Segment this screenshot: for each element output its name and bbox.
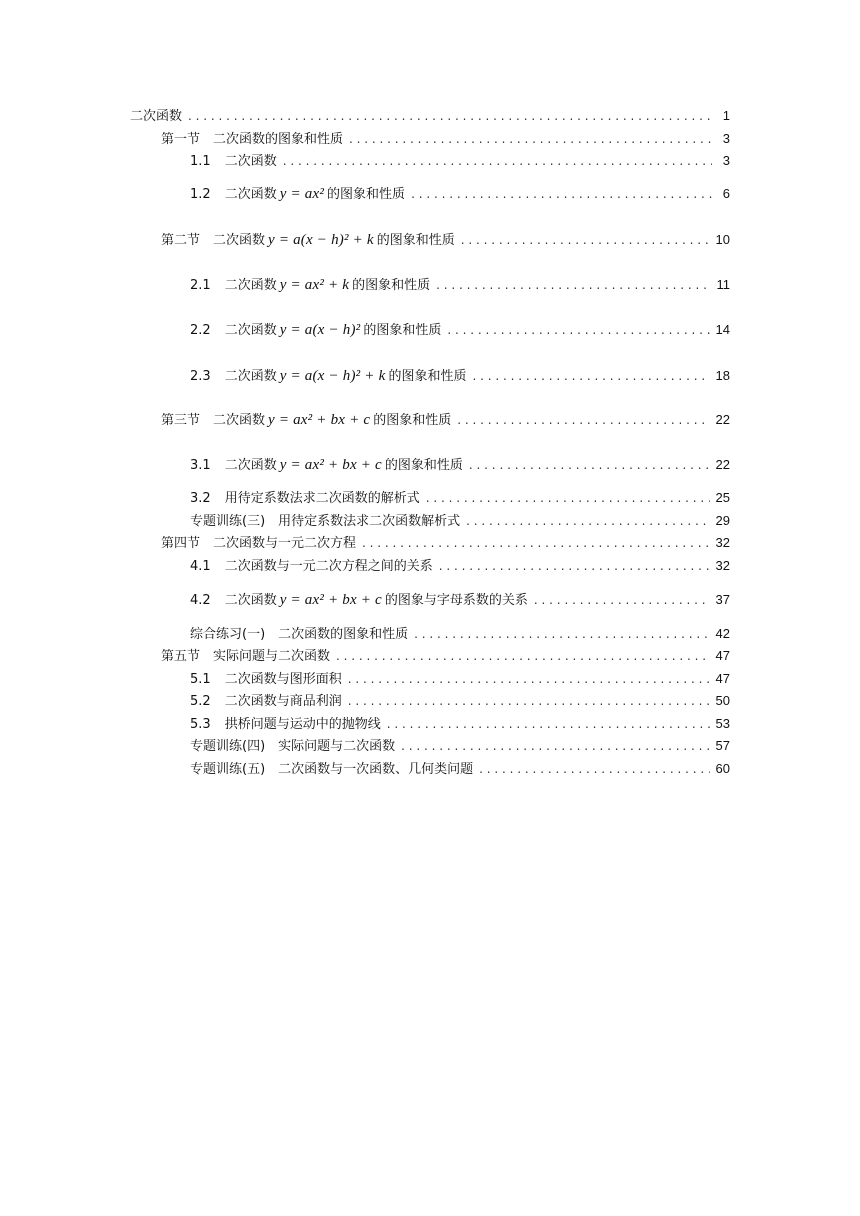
toc-page-number: 3	[722, 131, 730, 146]
toc-entry-label-suffix: 的图象和性质	[352, 278, 431, 293]
toc-entry-label: 综合练习(一) 二次函数的图象和性质	[190, 627, 409, 642]
toc-entry-number: 2.2	[190, 323, 211, 338]
toc-entry-2-1[interactable]	[190, 275, 730, 296]
toc-entry-review-1[interactable]	[190, 624, 730, 645]
toc-page-number: 37	[715, 592, 730, 607]
toc-entry-label: 二次函数与商品利润	[224, 694, 342, 709]
toc-entry-label: 二次函数	[224, 187, 277, 202]
toc-entry-label: 二次函数	[224, 323, 277, 338]
toc-entry-number: 1.2	[190, 187, 211, 202]
toc-entry-5-3[interactable]	[190, 714, 730, 735]
toc-entry-exercise-5[interactable]	[190, 759, 730, 780]
toc-entry-2-2[interactable]	[190, 320, 730, 341]
toc-entry-section-3[interactable]	[161, 410, 730, 431]
toc-entry-label: 二次函数	[224, 278, 277, 293]
toc-entry-4-1[interactable]	[190, 556, 730, 577]
toc-entry-number: 1.1	[190, 154, 211, 169]
formula: y = a(x − h)²	[279, 322, 361, 338]
toc-entry-label: 第二节 二次函数	[161, 233, 266, 248]
toc-entry-section-1[interactable]	[161, 129, 730, 150]
toc-entry-chapter[interactable]	[130, 106, 730, 127]
dot-leader	[387, 714, 710, 734]
dot-leader	[472, 366, 709, 386]
toc-entry-label: 二次函数与一元二次方程之间的关系	[224, 559, 433, 574]
toc-entry-number: 3.2	[190, 491, 211, 506]
dot-leader	[479, 759, 709, 779]
toc-entry-label: 二次函数	[224, 593, 277, 608]
toc-page-number: 18	[715, 368, 730, 383]
toc-entry-number: 2.1	[190, 278, 211, 293]
dot-leader	[426, 488, 710, 508]
dot-leader	[336, 646, 710, 666]
toc-entry-label-suffix: 的图象和性质	[327, 187, 406, 202]
formula: y = a(x − h)² + k	[268, 232, 374, 248]
toc-page-number: 32	[715, 535, 730, 550]
toc-entry-label-suffix: 的图象和性质	[373, 413, 452, 428]
toc-entry-section-4[interactable]	[161, 533, 730, 554]
toc-page-number: 25	[715, 490, 730, 505]
toc-page-number: 47	[715, 671, 730, 686]
toc-entry-section-5[interactable]	[161, 646, 730, 667]
dot-leader	[457, 410, 709, 430]
formula: y = ax² + bx + c	[279, 592, 382, 608]
toc-entry-number: 2.3	[190, 369, 211, 384]
toc-page-number: 11	[716, 277, 730, 292]
dot-leader	[534, 590, 710, 610]
toc-entry-label: 专题训练(四) 实际问题与二次函数	[190, 739, 396, 754]
toc-entry-label: 专题训练(五) 二次函数与一次函数、几何类问题	[190, 762, 474, 777]
toc-entry-number: 5.2	[190, 694, 211, 709]
toc-entry-label-suffix: 的图象与字母系数的关系	[384, 593, 528, 608]
toc-entry-label-suffix: 的图象和性质	[363, 323, 442, 338]
toc-page-number: 1	[722, 108, 730, 123]
toc-entry-label: 第三节 二次函数	[161, 413, 266, 428]
toc-entry-number: 4.2	[190, 593, 211, 608]
toc-entry-label-suffix: 的图象和性质	[376, 233, 455, 248]
toc-page-number: 32	[715, 558, 730, 573]
toc-entry-label: 第五节 实际问题与二次函数	[161, 649, 331, 664]
formula: y = ax² + bx + c	[279, 457, 382, 473]
toc-entry-number: 3.1	[190, 458, 211, 473]
toc-page-number: 22	[715, 412, 730, 427]
toc-entry-exercise-4[interactable]	[190, 736, 730, 757]
dot-leader	[411, 184, 712, 204]
toc-entry-label-suffix: 的图象和性质	[388, 369, 467, 384]
dot-leader	[436, 275, 710, 295]
formula: y = ax² + k	[279, 277, 350, 293]
toc-entry-label: 专题训练(三) 用待定系数法求二次函数解析式	[190, 514, 461, 529]
toc-entry-label-suffix: 的图象和性质	[384, 458, 463, 473]
dot-leader	[283, 151, 712, 171]
dot-leader	[348, 691, 710, 711]
toc-entry-5-1[interactable]	[190, 669, 730, 690]
dot-leader	[348, 669, 710, 689]
toc-entry-label: 二次函数	[130, 109, 183, 124]
formula: y = ax² + bx + c	[268, 412, 371, 428]
toc-page-number: 29	[715, 513, 730, 528]
toc-page-number: 47	[715, 648, 730, 663]
toc-entry-label: 用待定系数法求二次函数的解析式	[224, 491, 420, 506]
toc-entry-section-2[interactable]	[161, 230, 730, 251]
toc-entry-label: 第四节 二次函数与一元二次方程	[161, 536, 357, 551]
toc-entry-1-2[interactable]	[190, 184, 730, 205]
toc-entry-number: 5.1	[190, 672, 211, 687]
dot-leader	[401, 736, 709, 756]
dot-leader	[466, 511, 709, 531]
toc-entry-number: 4.1	[190, 559, 211, 574]
toc-page-number: 22	[715, 457, 730, 472]
toc-entry-exercise-3[interactable]	[190, 511, 730, 532]
toc-entry-1-1[interactable]	[190, 151, 730, 172]
toc-page-number: 14	[715, 322, 730, 337]
toc-entry-label: 第一节 二次函数的图象和性质	[161, 132, 344, 147]
formula: y = ax²	[279, 186, 325, 202]
toc-entry-label: 二次函数与图形面积	[224, 672, 342, 687]
toc-page-number: 53	[715, 716, 730, 731]
toc-entry-label: 拱桥问题与运动中的抛物线	[224, 717, 381, 732]
toc-page-number: 57	[715, 738, 730, 753]
dot-leader	[188, 106, 712, 126]
toc-entry-3-1[interactable]	[190, 455, 730, 476]
toc-entry-number: 5.3	[190, 717, 211, 732]
dot-leader	[439, 556, 710, 576]
toc-page-number: 60	[715, 761, 730, 776]
dot-leader	[362, 533, 710, 553]
dot-leader	[461, 230, 710, 250]
toc-entry-label: 二次函数	[224, 458, 277, 473]
toc-page-number: 3	[722, 153, 730, 168]
toc-page-number: 42	[715, 626, 730, 641]
toc-entry-label: 二次函数	[224, 369, 277, 384]
toc-entry-5-2[interactable]	[190, 691, 730, 712]
toc-entry-4-2[interactable]	[190, 590, 730, 611]
dot-leader	[414, 624, 709, 644]
toc-page-number: 50	[715, 693, 730, 708]
dot-leader	[469, 455, 710, 475]
toc-entry-2-3[interactable]	[190, 366, 730, 387]
toc-page-number: 6	[722, 186, 730, 201]
dot-leader	[349, 129, 712, 149]
formula: y = a(x − h)² + k	[279, 368, 386, 384]
toc-entry-label: 二次函数	[224, 154, 277, 169]
dot-leader	[447, 320, 709, 340]
toc-page-number: 10	[715, 232, 730, 247]
toc-entry-3-2[interactable]	[190, 488, 730, 509]
